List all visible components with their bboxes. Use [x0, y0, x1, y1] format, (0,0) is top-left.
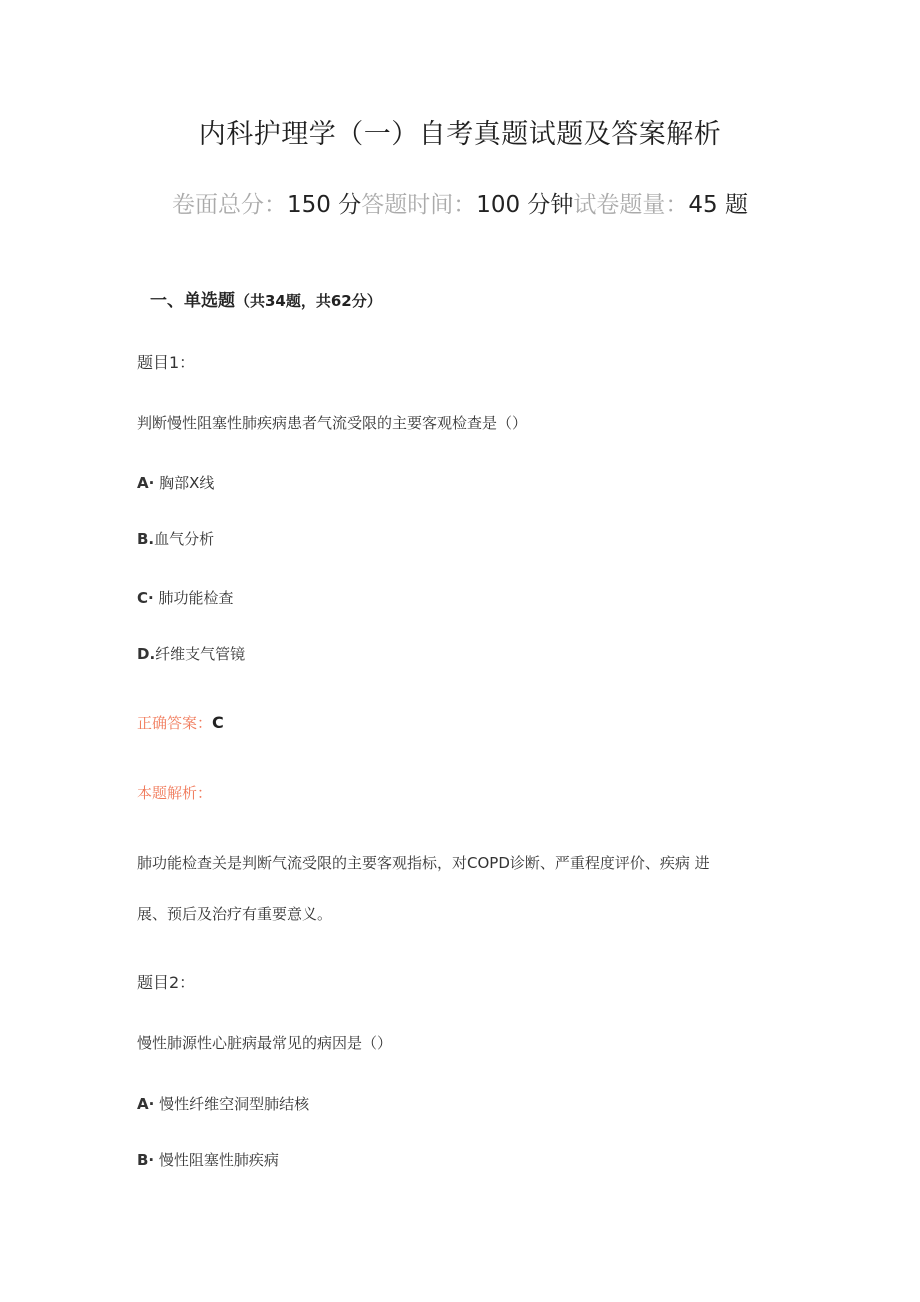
count-value: 45 题 — [688, 192, 748, 218]
option-letter: C· — [137, 589, 154, 607]
total-score-label: 卷面总分： — [171, 192, 287, 218]
option-text: 慢性纤维空洞型肺结核 — [154, 1095, 310, 1113]
time-label: 答题时间： — [361, 192, 477, 218]
section-note: （共34题，共62分） — [235, 292, 382, 310]
correct-answer-label: 正确答案： — [137, 714, 213, 732]
question-stem: 判断慢性阻塞性肺疾病患者气流受限的主要客观检查是（） — [137, 414, 528, 432]
option-text: 血气分析 — [154, 530, 215, 548]
option-text: 纤维支气管镜 — [155, 645, 246, 663]
option-d — [137, 643, 245, 664]
option-text: 胸部X线 — [154, 474, 215, 492]
option-letter: A· — [137, 474, 155, 492]
question-stem: 慢性肺源性心脏病最常见的病因是（） — [137, 1034, 393, 1052]
correct-answer-value: C — [212, 713, 224, 732]
option-text: 肺功能检查 — [153, 589, 234, 607]
option-letter: B. — [137, 530, 155, 548]
total-score-value: 150 分 — [286, 192, 362, 218]
analysis-line: 肺功能检查关是判断气流受限的主要客观指标，对COPD诊断、严重程度评价、疾病 进 — [137, 854, 710, 872]
section-name: 一、单选题 — [150, 291, 235, 311]
count-label: 试卷题量： — [573, 192, 689, 218]
option-letter: D. — [137, 645, 156, 663]
option-text: 慢性阻塞性肺疾病 — [154, 1151, 279, 1169]
option-letter: A· — [137, 1095, 155, 1113]
option-letter: B· — [137, 1151, 155, 1169]
document-title: 内科护理学（一）自考真题试题及答案解析 — [198, 119, 722, 150]
question-label: 题目2： — [137, 973, 196, 992]
option-a — [137, 1093, 309, 1114]
time-value: 100 分钟 — [476, 192, 574, 218]
question-label: 题目1： — [137, 353, 196, 372]
correct-answer — [137, 712, 224, 733]
section-title — [150, 286, 382, 311]
option-a — [137, 472, 214, 493]
option-b — [137, 1149, 279, 1170]
exam-meta-line — [0, 186, 920, 219]
option-c — [137, 587, 234, 608]
analysis-line: 展、预后及治疗有重要意义。 — [137, 905, 333, 923]
analysis-label: 本题解析： — [137, 784, 213, 802]
option-b — [137, 528, 214, 549]
